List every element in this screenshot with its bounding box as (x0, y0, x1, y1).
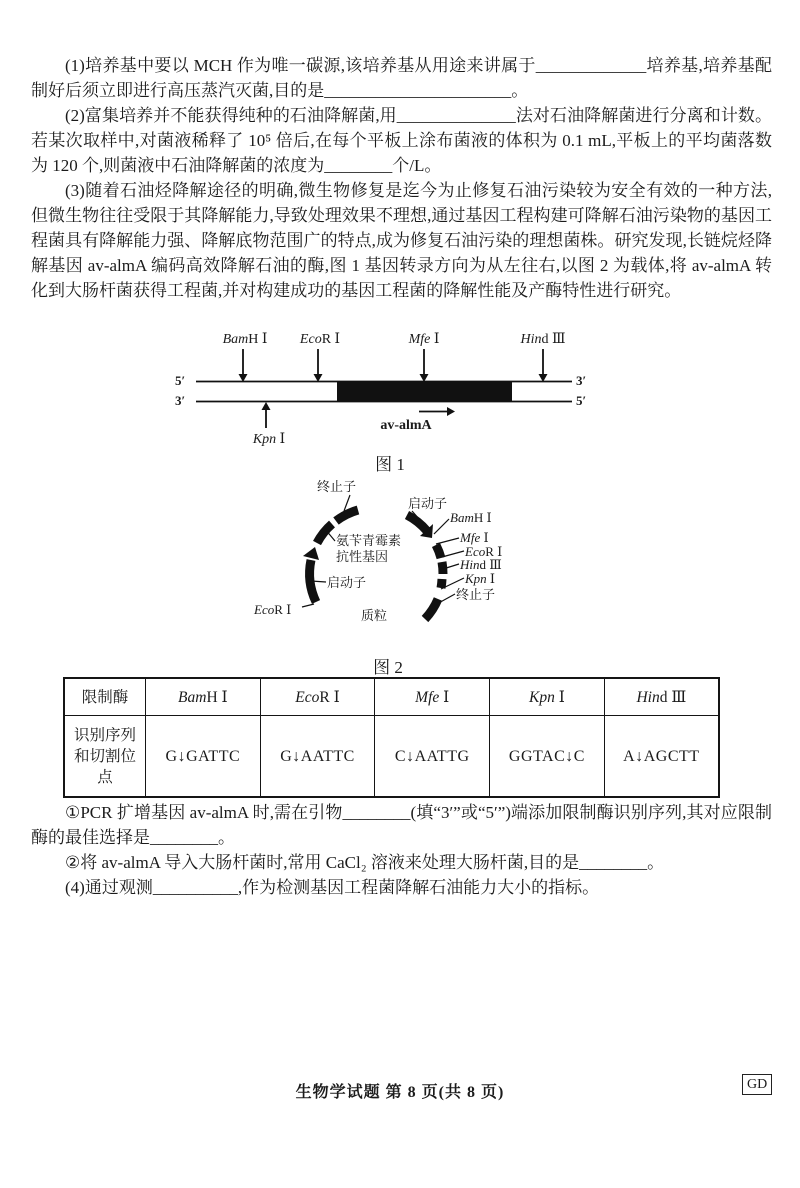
gene-region-box (337, 381, 512, 402)
site-label-ecor1: EcoR Ⅰ (299, 332, 341, 347)
subquestion-3: (4)通过观测__________,作为检测基因工程菌降解石油能力大小的指标。 (65, 878, 600, 897)
site-label-italic: Bam (222, 332, 249, 347)
subquestion-2: ②将 av-almA 导入大肠杆菌时,常用 CaCl₂ 溶液来处理大肠杆菌,目的是________。 (65, 853, 665, 872)
label-bamh1: BamH Ⅰ (450, 510, 492, 525)
sequence-hind3: A↓AGCTT (604, 716, 719, 798)
sequence-kpn1: GGTAC↓C (490, 716, 605, 798)
label-plasmid: 质粒 (361, 608, 388, 623)
paragraph-2: (2)富集培养并不能获得纯种的石油降解菌,用______________法对石油降解菌进行分离和计数。若某次取样中,对菌液稀释了 10⁵ 倍后,在每个平板上涂布菌液的体积为 0.1 mL,平板上的平均菌落数为 120 个,则菌液中石油降解菌的浓度为________个/L。 (31, 106, 772, 175)
subquestion-1: ①PCR 扩增基因 av-almA 时,需在引物________(填“3′”或“5′”)端添加限制酶识别序列,其对应限制酶的最佳选择是________。 (31, 803, 772, 847)
table-header-kpn1: Kpn Ⅰ (490, 678, 605, 716)
sequence-ecor1: G↓AATTC (260, 716, 375, 798)
strand-label-5prime-bottomright: 5′ (576, 393, 587, 408)
figure2-plasmid-map (238, 477, 534, 677)
figure2-caption: 图 2 (373, 658, 403, 677)
site-label-mfe1: Mfe Ⅰ (408, 332, 440, 347)
label-ecor1-right: EcoR Ⅰ (465, 544, 503, 559)
label-terminator-top: 终止子 (317, 479, 357, 494)
paragraph-3: (3)随着石油烃降解途径的明确,微生物修复是迄今为止修复石油污染较为安全有效的一种方法,但微生物往往受限于其降解能力,导致处理效果不理想,通过基因工程构建可降解石油污染物的基因工程菌具有降解能力强、降解底物范围广的特点,成为修复石油污染的理想菌株。研究发现,长链烷烃降解基因 av-almA 编码高效降解石油的酶,图 1 基因转录方向为从左往右,以图 2 为载体,将 av-almA 转化到大肠杆菌获得工程菌,并对构建成功的基因工程菌的降解性能及产酶特性进行研究。 (31, 181, 772, 300)
table-header-bamh1: BamH Ⅰ (146, 678, 261, 716)
label-amp-resistance-line2: 抗性基因 (336, 549, 389, 564)
table-row (64, 716, 719, 798)
mcs-segment-c (441, 579, 442, 588)
strand-label-5prime-topleft: 5′ (175, 373, 186, 388)
kpn-site-arrow (262, 402, 271, 428)
site-label-bamh1 (223, 331, 268, 348)
page-footer: 生物学试题 第 8 页(共 8 页) (295, 1084, 505, 1101)
strand-label-3prime-bottomleft: 3′ (175, 393, 186, 408)
strand-label-3prime-topright: 3′ (576, 373, 587, 388)
table-header-enzyme: 限制酶 (64, 678, 146, 716)
table-header-hind3: Hind Ⅲ (604, 678, 719, 716)
label-ecor1-left: EcoR Ⅰ (254, 602, 292, 617)
mcs-segment-b (442, 562, 443, 574)
figure1-gene-map (163, 331, 593, 474)
subquestion-text-block (31, 800, 772, 900)
transcription-direction-arrow (419, 407, 455, 416)
site-label-kpn1: Kpn Ⅰ (252, 432, 286, 447)
sequence-mfe1: C↓AATTG (375, 716, 490, 798)
site-label-rest: H Ⅰ (248, 332, 268, 347)
sequence-bamh1: G↓GATTC (146, 716, 261, 798)
dna-strands (196, 381, 572, 402)
label-hind3: Hind Ⅲ (460, 557, 502, 572)
restriction-enzyme-table (63, 677, 720, 798)
site-label-hind3: Hind Ⅲ (520, 332, 566, 347)
label-amp-resistance-line1: 氨苄青霉素 (336, 533, 402, 548)
paragraph-1: (1)培养基中要以 MCH 作为唯一碳源,该培养基从用途来讲属于_____________培养基,培养基配制好后须立即进行高压蒸汽灭菌,目的是______________________。 (31, 56, 772, 100)
label-terminator-right: 终止子 (456, 587, 496, 602)
label-promoter-top: 启动子 (408, 496, 448, 511)
table-header-ecor1: EcoR Ⅰ (260, 678, 375, 716)
label-mfe1: Mfe Ⅰ (460, 530, 489, 545)
restriction-site-arrows (239, 349, 548, 382)
mcs-segment-a (436, 545, 441, 558)
question-text-block (31, 53, 772, 303)
table-header-mfe1: Mfe Ⅰ (375, 678, 490, 716)
gene-label-avalma: av-almA (380, 418, 432, 433)
figure1-caption: 图 1 (375, 455, 405, 474)
footer-stamp-gd: GD (742, 1074, 772, 1095)
table-row (64, 678, 719, 716)
label-promoter-left: 启动子 (327, 575, 367, 590)
table-row-label-sequence: 识别序列和切割位点 (64, 716, 146, 798)
label-kpn1: Kpn Ⅰ (465, 571, 496, 586)
